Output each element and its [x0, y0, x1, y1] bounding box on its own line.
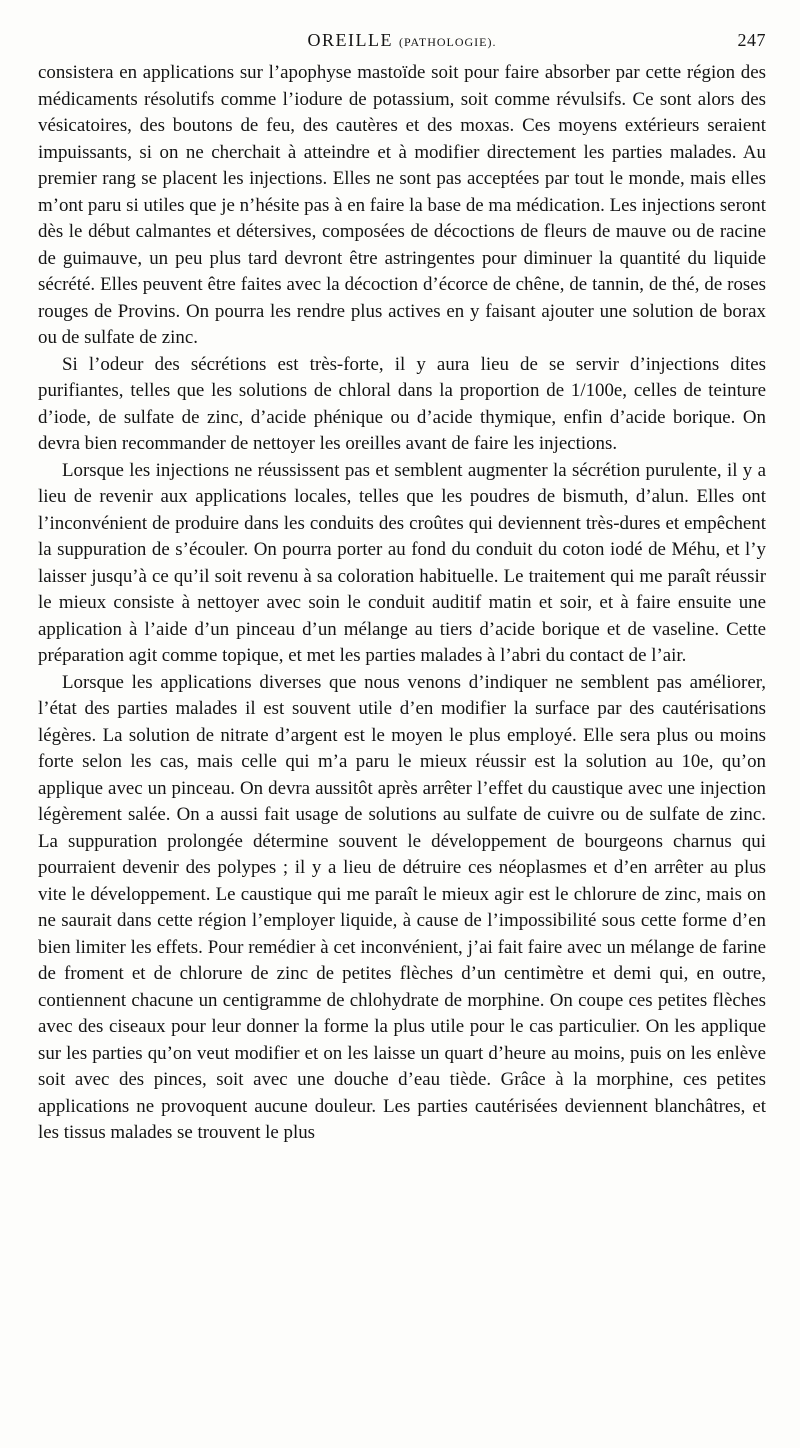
paragraph-4: Lorsque les applications diverses que nous venons d’indiquer ne semblent pas améliorer, l’état des parties malades il est souvent utile d’en modifier la surface par des cautérisations légères. La solution de nitrate d’argent est le moyen le plus employé. Elle sera plus ou moins forte selon les cas, mais celle qui m’a paru le mieux réussir est la solution au 10e, qu’on applique avec un pinceau. On devra aussitôt après arrêter l’effet du caustique avec une injection légèrement salée. On a aussi fait usage de solutions au sulfate de cuivre ou de sulfate de zinc. La suppuration prolongée détermine souvent le développement de bourgeons charnus qui pourraient devenir des polypes ; il y a lieu de détruire ces néoplasmes et d’en arrêter au plus vite le développement. Le caustique qui me paraît le mieux agir est le chlorure de zinc, mais on ne saurait dans cette région l’employer liquide, à cause de l’impossibilité sous cette forme d’en bien limiter les effets. Pour remédier à cet inconvénient, j’ai fait faire avec un mélange de farine de froment et de chlorure de zinc de petites flèches d’un centimètre et demi qui, en outre, contiennent chacune un centigramme de chlohydrate de morphine. On coupe ces petites flèches avec des ciseaux pour leur donner la forme la plus utile pour le cas particulier. On les applique sur les parties qu’on veut modifier et on les laisse un quart d’heure au moins, puis on les enlève soit avec des pinces, soit avec une douche d’eau tiède. Grâce à la morphine, ces petites applications ne provoquent aucune douleur. Les parties cautérisées deviennent blanchâtres, et les tissus malades se trouvent le plus — [38, 671, 766, 1143]
running-header — [38, 30, 766, 56]
document-page — [38, 30, 766, 1147]
running-title-main: OREILLE — [307, 30, 393, 50]
paragraph-1: consistera en applications sur l’apophyse mastoïde soit pour faire absorber par cette région des médicaments résolutifs comme l’iodure de potassium, soit comme révulsifs. Ce sont alors des vésicatoires, des boutons de feu, des cautères et des moxas. Ces moyens extérieurs seraient impuissants, si on ne cherchait à atteindre et à modifier directement les parties malades. Au premier rang se placent les injections. Elles ne sont pas acceptées par tout le monde, mais elles m’ont paru si utiles que je n’hésite pas à en faire la base de ma médication. Les injections seront dès le début calmantes et détersives, composées de décoctions de fleurs de mauve ou de racine de guimauve, un peu plus tard devront être astringentes pour diminuer la quantité du liquide sécrété. Elles peuvent être faites avec la décoction d’écorce de chêne, de tannin, de thé, de roses rouges de Provins. On pourra les rendre plus actives en y faisant ajouter une solution de borax ou de sulfate de zinc. — [38, 62, 766, 348]
page-number: 247 — [737, 30, 766, 50]
running-title — [38, 30, 766, 51]
running-title-sub: (PATHOLOGIE). — [398, 35, 497, 49]
paragraph-3: Lorsque les injections ne réussissent pas et semblent augmenter la sécrétion purulente, il y a lieu de revenir aux applications locales, telles que les poudres de bismuth, d’alun. Elles ont l’inconvénient de produire dans les conduits des croûtes qui deviennent très-dures et empêchent la suppuration de s’écouler. On pourra porter au fond du conduit du coton iodé de Méhu, et l’y laisser jusqu’à ce qu’il soit revenu à sa coloration habituelle. Le traitement qui me paraît réussir le mieux consiste à nettoyer avec soin le conduit auditif matin et soir, et à faire ensuite une application à l’aide d’un pinceau d’un mélange au tiers d’acide borique et de vaseline. Cette préparation agit comme topique, et met les parties malades à l’abri du contact de l’air. — [38, 459, 766, 666]
body-text — [38, 60, 766, 1147]
paragraph-2: Si l’odeur des sécrétions est très-forte, il y aura lieu de se servir d’injections dites purifiantes, telles que les solutions de chloral dans la proportion de 1/100e, celles de teinture d’iode, de sulfate de zinc, d’acide phénique ou d’acide thymique, enfin d’acide borique. On devra bien recommander de nettoyer les oreilles avant de faire les injections. — [38, 353, 766, 454]
